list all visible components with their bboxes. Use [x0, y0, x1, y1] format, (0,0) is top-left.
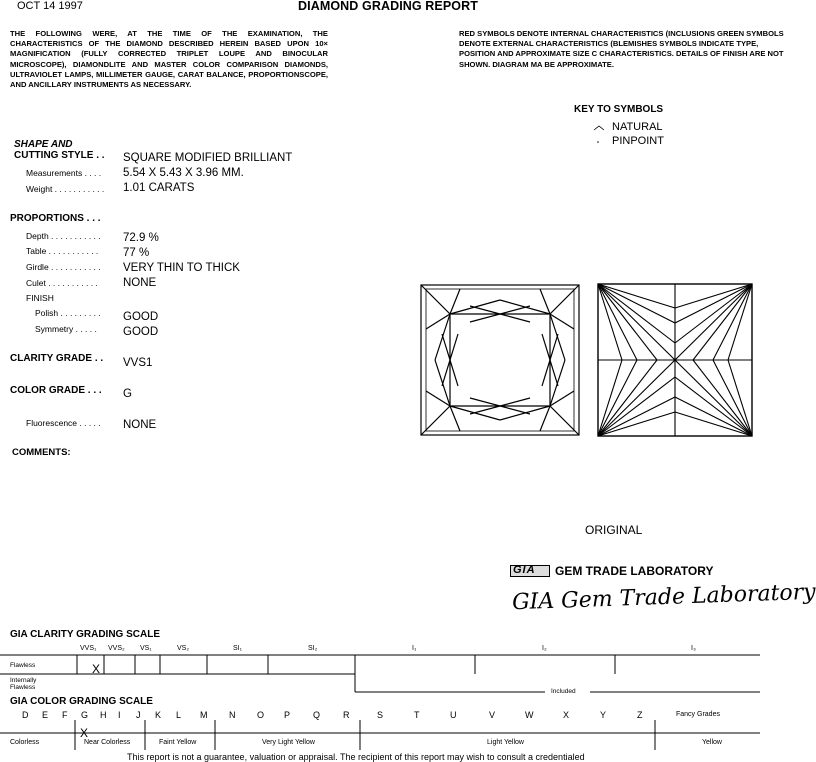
gia-logo-text: GIA [513, 564, 536, 576]
internally-flawless-label-2: Flawless [10, 684, 36, 691]
color-group-light-yellow: Light Yellow [487, 739, 524, 746]
shape-heading-line2: CUTTING STYLE . . [14, 150, 105, 161]
measurements-label: Measurements . . . . [26, 168, 102, 178]
table-value: 77 % [123, 247, 150, 259]
color-grade-t: T [414, 710, 420, 720]
color-grade-e: E [42, 710, 49, 720]
color-grade-j: J [136, 710, 141, 720]
color-grade-x: X [563, 710, 570, 720]
color-grade-v: V [489, 710, 496, 720]
fluorescence-value: NONE [123, 419, 157, 431]
clarity-grade-label: CLARITY GRADE . . [10, 353, 104, 364]
shape-heading-line1: SHAPE AND [14, 139, 73, 150]
color-grade-f: F [62, 710, 68, 720]
clarity-grade-i3: I₃ [691, 645, 696, 652]
color-grade-q: Q [313, 710, 321, 720]
color-grade-value: G [123, 388, 132, 400]
color-grade-u: U [450, 710, 457, 720]
color-grade-k: K [155, 710, 162, 720]
lab-name: GEM TRADE LABORATORY [555, 564, 714, 578]
color-group-colorless: Colorless [10, 739, 40, 746]
color-grade-i: I [118, 710, 121, 720]
report-date: OCT 14 1997 [17, 0, 83, 12]
culet-value: NONE [123, 277, 157, 289]
clarity-grade-vvs2: VVS₂ [108, 645, 125, 652]
clarity-scale-mark: X [92, 662, 101, 676]
depth-value: 72.9 % [123, 232, 159, 244]
clarity-grade-vs2: VS₂ [177, 645, 190, 652]
proportions-heading: PROPORTIONS . . . [10, 213, 101, 224]
clarity-grade-si2: SI₂ [308, 645, 318, 652]
color-scale-mark: X [80, 726, 89, 740]
color-grade-l: L [176, 710, 182, 720]
intro-text: THE FOLLOWING WERE, AT THE TIME OF THE EXAMINATION, THE CHARACTERISTICS OF THE DIAMOND DESCRIBED HEREIN BASED UPON 10× MAGNIFICATION (FULLY CORRECTED TRIPLET LOUPE AND BINOCULAR MICROSCOPE), DIAMONDLITE AND MASTER COLOR COMPARISON DIAMONDS, ULTRAVIOLET LAMPS, MILLIMETER GAUGE, CARAT BALANCE, PROPORTIONSCOPE, AND ANCILLARY INSTRUMENTS AS NECESSARY. [10, 29, 328, 90]
girdle-value: VERY THIN TO THICK [123, 262, 240, 274]
pavilion-diagram [597, 283, 753, 437]
key-heading: KEY TO SYMBOLS [574, 104, 664, 115]
fluorescence-label: Fluorescence . . . . . [26, 418, 101, 428]
girdle-label: Girdle . . . . . . . . . . . [26, 262, 101, 272]
included-label: Included [551, 688, 576, 695]
color-grade-m: M [200, 710, 208, 720]
original-label: ORIGINAL [585, 523, 643, 537]
table-label: Table . . . . . . . . . . . [26, 246, 99, 256]
signature: GIA Gem Trade Laboratory [511, 579, 816, 616]
color-grade-label: COLOR GRADE . . . [10, 385, 102, 396]
finish-label: FINISH [26, 293, 54, 303]
color-group-yellow: Yellow [702, 739, 722, 746]
fancy-grades-label: Fancy Grades [676, 711, 720, 718]
comments-label: COMMENTS: [12, 447, 71, 458]
crown-diagram [420, 284, 580, 436]
color-grade-o: O [257, 710, 265, 720]
clarity-grade-value: VVS1 [123, 357, 153, 369]
shape-value: SQUARE MODIFIED BRILLIANT [123, 152, 293, 164]
culet-label: Culet . . . . . . . . . . . [26, 278, 98, 288]
clarity-grade-i1: I₁ [412, 645, 417, 652]
clarity-grade-vvs1: VVS₁ [80, 645, 97, 652]
color-group-faint-yellow: Faint Yellow [159, 739, 197, 746]
color-grade-w: W [525, 710, 534, 720]
weight-value: 1.01 CARATS [123, 182, 195, 194]
clarity-grade-vs1: VS₁ [140, 645, 152, 652]
color-grade-n: N [229, 710, 236, 720]
polish-label: Polish . . . . . . . . . [35, 308, 101, 318]
weight-label: Weight . . . . . . . . . . . [26, 184, 105, 194]
natural-symbol-icon [594, 124, 604, 132]
color-grade-s: S [377, 710, 384, 720]
clarity-grade-i2: I₂ [542, 645, 547, 652]
flawless-label: Flawless [10, 662, 36, 669]
color-scale-title: GIA COLOR GRADING SCALE [10, 696, 153, 707]
internally-flawless-label-1: Internally [10, 677, 37, 684]
key-item-pinpoint: PINPOINT [612, 135, 664, 147]
color-grade-r: R [343, 710, 350, 720]
color-group-near-colorless: Near Colorless [84, 739, 131, 746]
footer-disclaimer: This report is not a guarantee, valuation or appraisal. The recipient of this report may wish to consult a credentialed [127, 752, 585, 762]
clarity-scale-title: GIA CLARITY GRADING SCALE [10, 629, 161, 640]
measurements-value: 5.54 X 5.43 X 3.96 MM. [123, 167, 244, 179]
color-grade-p: P [284, 710, 291, 720]
pinpoint-symbol-icon [596, 140, 600, 144]
color-group-very-light-yellow: Very Light Yellow [262, 739, 315, 746]
symmetry-label: Symmetry . . . . . [35, 324, 97, 334]
polish-value: GOOD [123, 311, 159, 323]
clarity-grade-si1: SI₁ [233, 645, 242, 652]
symbols-note: RED SYMBOLS DENOTE INTERNAL CHARACTERISTICS (INCLUSIONS GREEN SYMBOLS DENOTE EXTERNAL CHARACTERISTICS (BLEMISHES SYMBOLS INDICATE TYPE, POSITION AND APPROXIMATE SIZE C CHARACTERISTICS. DETAILS OF FINISH ARE NOT SHOWN. DIAGRAM MA BE APPROXIMATE. [459, 29, 784, 69]
color-grade-g: G [81, 710, 89, 720]
color-grade-d: D [22, 710, 29, 720]
report-title: DIAMOND GRADING REPORT [298, 0, 478, 13]
key-item-natural: NATURAL [612, 121, 663, 133]
color-grade-y: Y [600, 710, 607, 720]
symmetry-value: GOOD [123, 326, 159, 338]
color-grade-h: H [100, 710, 107, 720]
depth-label: Depth . . . . . . . . . . . [26, 231, 101, 241]
color-grade-z: Z [637, 710, 643, 720]
